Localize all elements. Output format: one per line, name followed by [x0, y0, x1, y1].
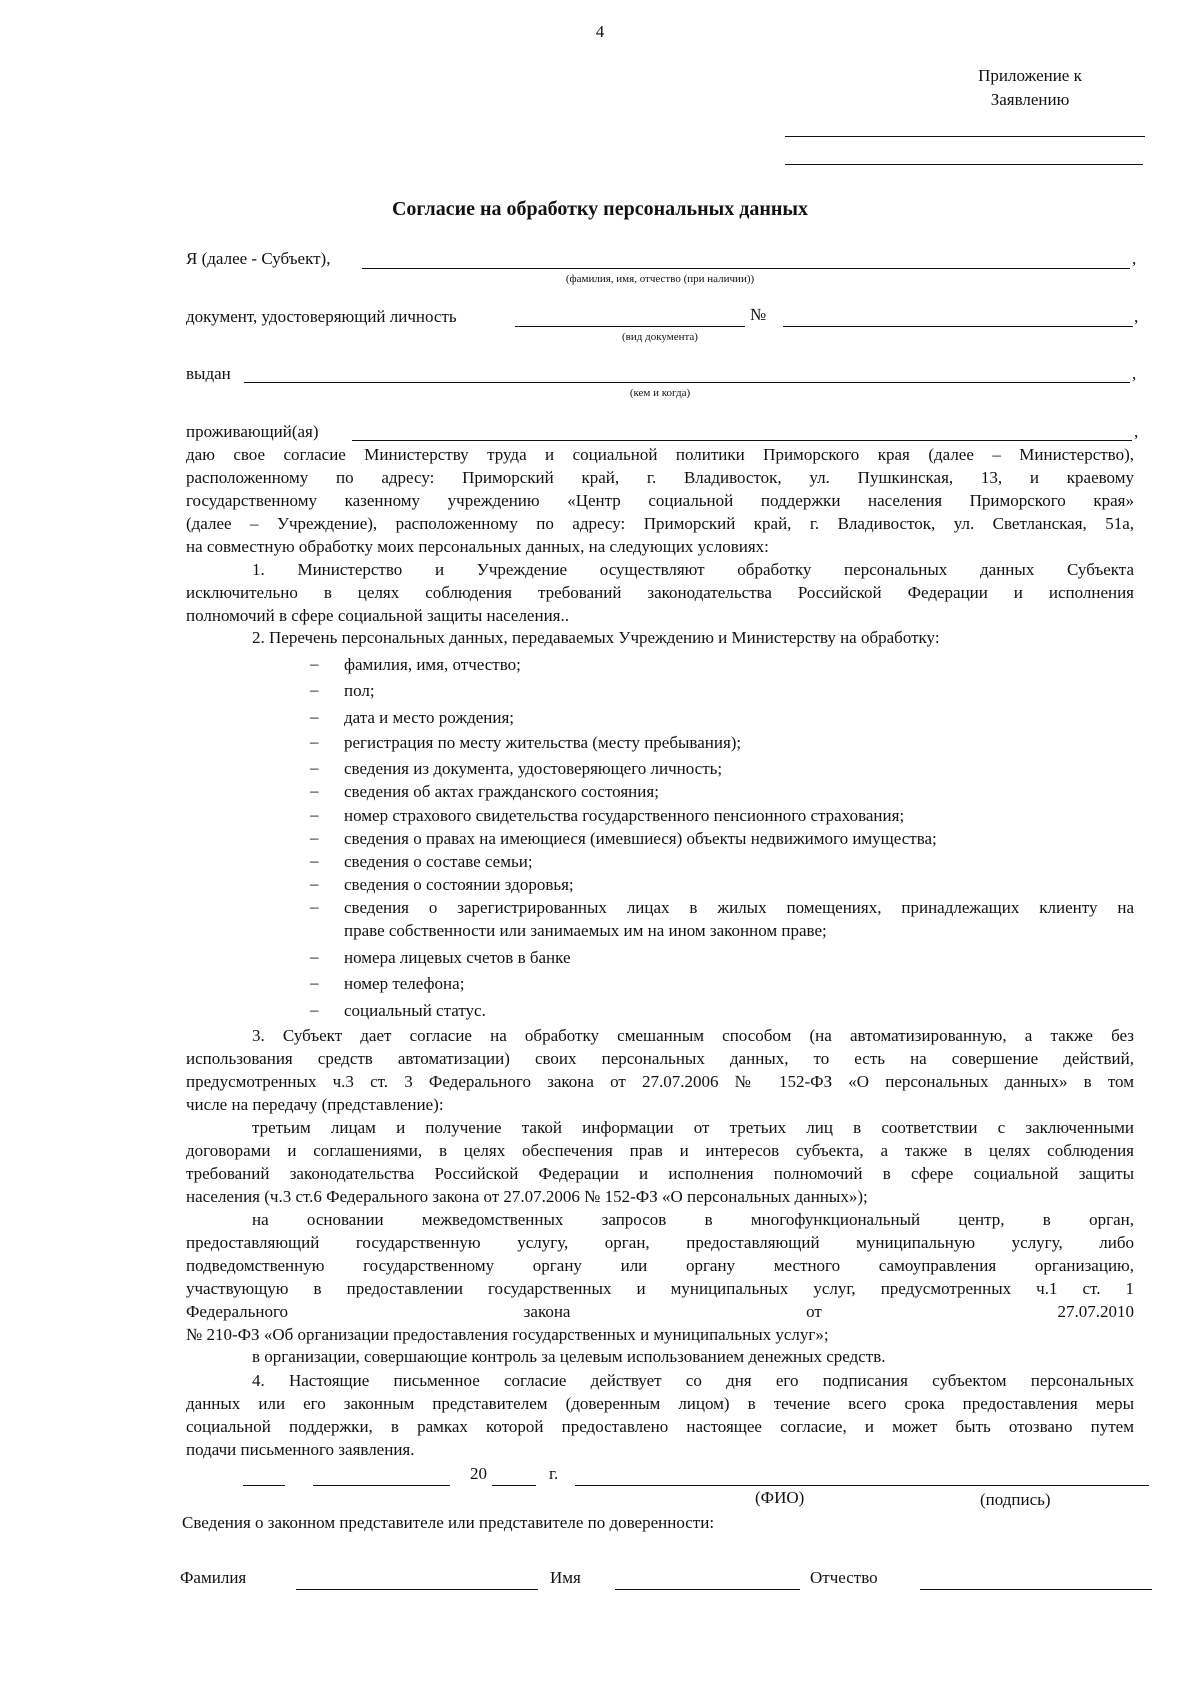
interagency-line: подведомственную государственному органу или органу местного самоуправления организацию,: [186, 1256, 1134, 1275]
representative-surname-field[interactable]: [296, 1589, 538, 1590]
third-parties-line: требований законодательства Российской Федерации и исполнения полномочий в сфере социальной защиты: [186, 1164, 1134, 1183]
year-suffix: г.: [549, 1464, 559, 1483]
intro-line: расположенному по адресу: Приморский край, г. Владивосток, ул. Пушкинская, 13, и краевому: [186, 468, 1134, 487]
comma: ,: [1134, 422, 1139, 441]
issued-label: выдан: [186, 364, 231, 383]
fio-label: (ФИО): [755, 1488, 805, 1507]
appendix-blank-line-1[interactable]: [785, 136, 1145, 137]
control-line: в организации, совершающие контроль за целевым использованием денежных средств.: [252, 1347, 886, 1366]
interagency-line: № 210-ФЗ «Об организации предоставления государственных и муниципальных услуг»;: [186, 1325, 829, 1344]
list-dash: –: [310, 654, 319, 673]
list-item: сведения из документа, удостоверяющего личность;: [344, 759, 723, 778]
list-dash: –: [310, 1000, 319, 1019]
comma: ,: [1132, 249, 1137, 268]
comma: ,: [1134, 307, 1139, 326]
third-parties-line: населения (ч.3 ст.6 Федерального закона от 27.07.2006 № 152-ФЗ «О персональных данных»);: [186, 1187, 868, 1206]
list-dash: –: [310, 707, 319, 726]
list-item: дата и место рождения;: [344, 708, 515, 727]
list-dash: –: [310, 758, 319, 777]
list-dash: –: [310, 732, 319, 751]
list-item: регистрация по месту жительства (месту пребывания);: [344, 733, 742, 752]
representative-surname-label: Фамилия: [180, 1568, 247, 1587]
representative-name-label: Имя: [550, 1568, 581, 1587]
date-year-field[interactable]: [492, 1485, 536, 1486]
representative-patronymic-label: Отчество: [810, 1568, 878, 1587]
third-parties-line: третьим лицам и получение такой информации от третьих лиц в соответствии с заключенными: [252, 1118, 1134, 1137]
intro-line: государственному казенному учреждению «Центр социальной поддержки населения Приморского края»: [186, 491, 1134, 510]
list-item: праве собственности или занимаемых им на ином законном праве;: [344, 921, 827, 940]
appendix-note: [955, 64, 1105, 112]
residing-label: проживающий(ая): [186, 422, 319, 441]
list-item: номер страхового свидетельства государственного пенсионного страхования;: [344, 806, 905, 825]
representative-name-field[interactable]: [615, 1589, 800, 1590]
date-month-field[interactable]: [313, 1485, 450, 1486]
intro-line: даю свое согласие Министерству труда и социальной политики Приморского края (далее – Министерство),: [186, 445, 1134, 464]
subject-caption: (фамилия, имя, отчество (при наличии)): [565, 273, 755, 285]
document-label: документ, удостоверяющий личность: [186, 307, 457, 326]
list-item: сведения о зарегистрированных лицах в жилых помещениях, принадлежащих клиенту на: [344, 898, 1134, 917]
issued-caption: (кем и когда): [629, 387, 691, 399]
comma: ,: [1132, 364, 1137, 383]
third-parties-line: договорами и соглашениями, в целях обеспечения прав и интересов субъекта, а также в целях соблюдения: [186, 1141, 1134, 1160]
clause-3-line: предусмотренных ч.3 ст. 3 Федерального закона от 27.07.2006 № 152-ФЗ «О персональных данных» в том: [186, 1072, 1134, 1091]
list-dash: –: [310, 874, 319, 893]
list-dash: –: [310, 805, 319, 824]
list-item: социальный статус.: [344, 1001, 486, 1020]
list-item: сведения об актах гражданского состояния;: [344, 782, 659, 801]
clause-2-heading: 2. Перечень персональных данных, передаваемых Учреждению и Министерству на обработку:: [252, 628, 940, 647]
interagency-line: Федерального закона от 27.07.2010: [186, 1302, 1134, 1321]
clause-4-line: 4. Настоящие письменное согласие действует со дня его подписания субъектом персональных: [252, 1371, 1134, 1390]
year-prefix: 20: [470, 1464, 487, 1483]
interagency-line: на основании межведомственных запросов в многофункциональный центр, в орган,: [252, 1210, 1134, 1229]
intro-line: на совместную обработку моих персональных данных, на следующих условиях:: [186, 537, 769, 556]
list-item: сведения о составе семьи;: [344, 852, 533, 871]
page-number: 4: [595, 22, 605, 41]
interagency-line: предоставляющий государственную услугу, орган, предоставляющий муниципальную услугу, либо: [186, 1233, 1134, 1252]
clause-3-line: использования средств автоматизации) своих персональных данных, то есть на совершение действий,: [186, 1049, 1134, 1068]
clause-3-line: числе на передачу (представление):: [186, 1095, 444, 1114]
appendix-line-2: Заявлению: [990, 90, 1070, 109]
list-item: пол;: [344, 681, 375, 700]
list-dash: –: [310, 781, 319, 800]
list-dash: –: [310, 851, 319, 870]
list-item: сведения о состоянии здоровья;: [344, 875, 574, 894]
intro-line: (далее – Учреждение), расположенному по адресу: Приморский край, г. Владивосток, ул. Светланская, 51а,: [186, 514, 1134, 533]
list-dash: –: [310, 828, 319, 847]
fio-signature-field[interactable]: [575, 1485, 1149, 1486]
date-day-field[interactable]: [243, 1485, 285, 1486]
clause-1-line: 1. Министерство и Учреждение осуществляют обработку персональных данных Субъекта: [252, 560, 1134, 579]
interagency-line: участвующую в предоставлении государственных и муниципальных услуг, предусмотренных ч.1 ст. 1: [186, 1279, 1134, 1298]
residence-address-field[interactable]: [352, 440, 1132, 441]
subject-name-field[interactable]: [362, 268, 1130, 269]
list-dash: –: [310, 947, 319, 966]
clause-1-line: исключительно в целях соблюдения требований законодательства Российской Федерации и исполнения: [186, 583, 1134, 602]
clause-4-line: данных или его законным представителем (доверенным лицом) в течение всего срока предоставления меры: [186, 1394, 1134, 1413]
clause-4-line: подачи письменного заявления.: [186, 1440, 415, 1459]
list-item: сведения о правах на имеющиеся (имевшиеся) объекты недвижимого имущества;: [344, 829, 937, 848]
issued-by-field[interactable]: [244, 382, 1130, 383]
list-item: фамилия, имя, отчество;: [344, 655, 521, 674]
representative-patronymic-field[interactable]: [920, 1589, 1152, 1590]
clause-4-line: социальной поддержки, в рамках которой предоставлено настоящее согласие, и может быть отозвано путем: [186, 1417, 1134, 1436]
appendix-blank-line-2[interactable]: [785, 164, 1143, 165]
signature-label: (подпись): [980, 1490, 1051, 1509]
document-caption: (вид документа): [622, 331, 698, 343]
document-type-field[interactable]: [515, 326, 745, 327]
list-dash: –: [310, 680, 319, 699]
list-dash: –: [310, 897, 319, 916]
clause-1-line: полномочий в сфере социальной защиты населения..: [186, 606, 569, 625]
number-sign: №: [750, 305, 767, 324]
clause-3-line: 3. Субъект дает согласие на обработку смешанным способом (на автоматизированную, а также без: [252, 1026, 1134, 1045]
representative-heading: Сведения о законном представителе или представителе по доверенности:: [182, 1513, 715, 1532]
list-dash: –: [310, 973, 319, 992]
list-item: номера лицевых счетов в банке: [344, 948, 571, 967]
list-item: номер телефона;: [344, 974, 465, 993]
document-title: Согласие на обработку персональных данных: [391, 198, 808, 220]
subject-label: Я (далее - Субъект),: [186, 249, 331, 268]
document-number-field[interactable]: [783, 326, 1133, 327]
appendix-line-1: Приложение к: [978, 66, 1082, 85]
